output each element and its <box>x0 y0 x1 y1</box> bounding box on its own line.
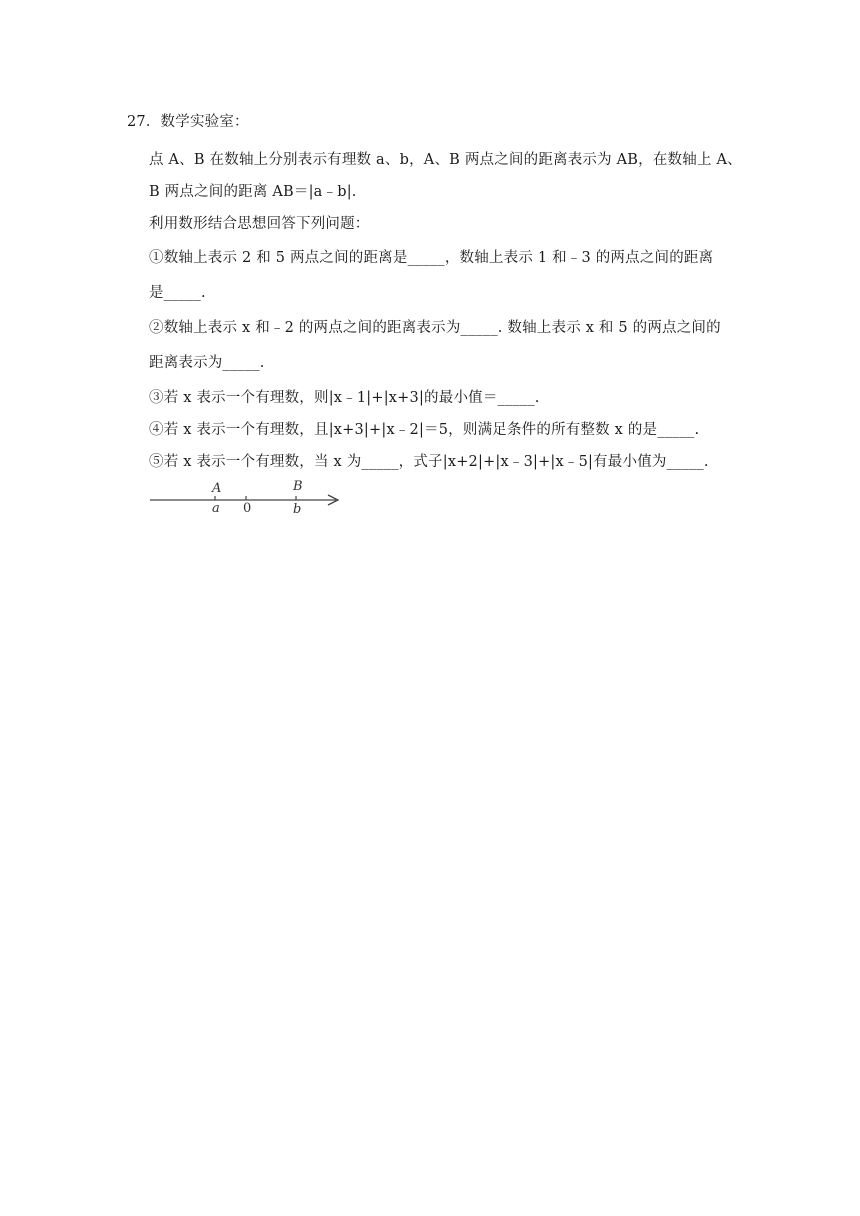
intro-line-1: 点 A、B 在数轴上分别表示有理数 a、b，A、B 两点之间的距离表示为 AB，在数轴上 A、 <box>149 152 742 168</box>
intro-line-2: B 两点之间的距离 AB＝|a﹣b|. <box>149 184 357 200</box>
value-a-label: a <box>212 501 220 516</box>
zero-label: 0 <box>243 501 252 516</box>
sub-question-4: ④若 x 表示一个有理数，且|x+3|+|x﹣2|＝5，则满足条件的所有整数 x 的是_____. <box>149 422 700 438</box>
sub-question-2-line-1: ②数轴上表示 x 和﹣2 的两点之间的距离表示为_____. 数轴上表示 x 和 5 的两点之间的 <box>149 320 721 336</box>
intro-line-3: 利用数形结合思想回答下列问题： <box>149 216 370 232</box>
point-b-label: B <box>293 479 303 494</box>
point-a-label: A <box>212 481 222 496</box>
sub-question-5: ⑤若 x 表示一个有理数，当 x 为_____，式子|x+2|+|x﹣3|+|x﹣5|有最小值为_____. <box>149 454 709 470</box>
question-title: 27．数学实验室： <box>127 114 249 130</box>
sub-question-3: ③若 x 表示一个有理数，则|x﹣1|+|x+3|的最小值＝_____. <box>149 390 540 406</box>
number-line-figure <box>148 480 343 520</box>
sub-question-2-line-2: 距离表示为_____. <box>149 355 265 371</box>
sub-question-1-line-2: 是_____. <box>149 285 206 301</box>
value-b-label: b <box>293 502 302 517</box>
sub-question-1-line-1: ①数轴上表示 2 和 5 两点之间的距离是_____，数轴上表示 1 和﹣3 的两点之间的距离 <box>149 250 714 266</box>
